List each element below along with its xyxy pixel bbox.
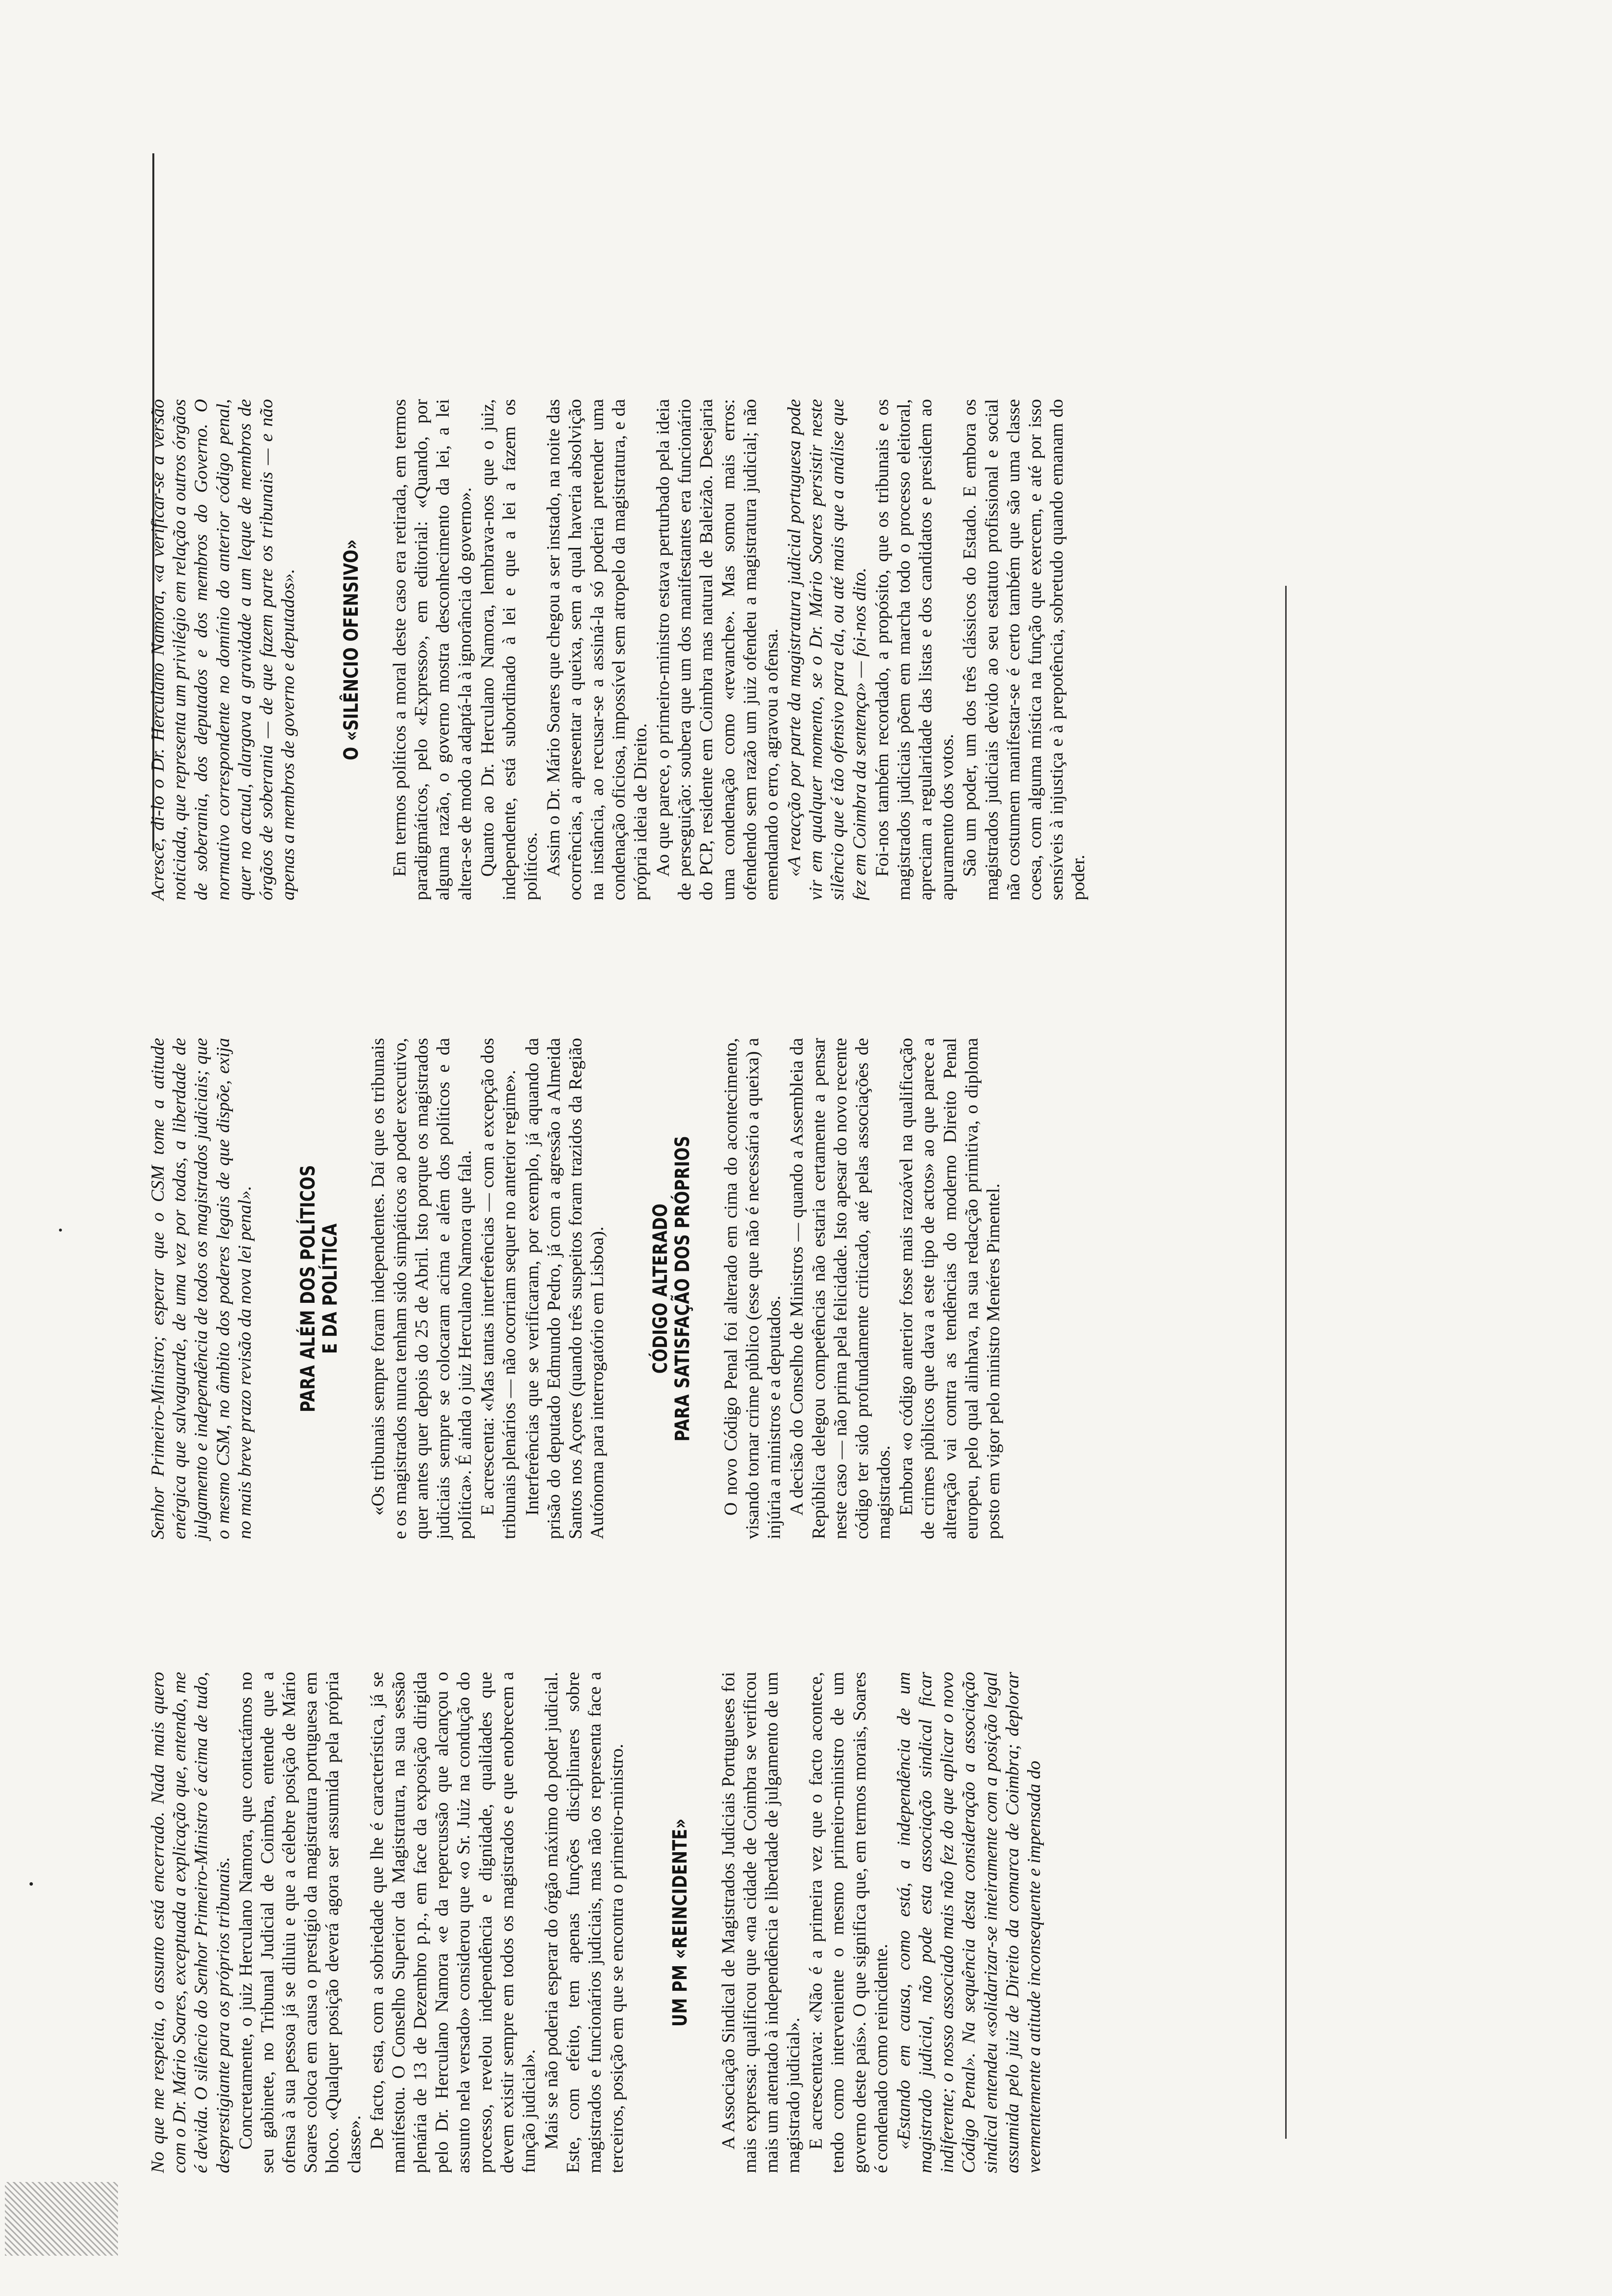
paragraph: «Os tribunais sempre foram independentes. Daí que os tribunais e os magistrados nunca tenham sido simpáticos ao poder executivo, quer antes quer depois do 25 de Abril. Isto porque os magistrados judiciais sempre se colocaram acima e além dos políticos e da política». É ainda o juiz Herculano Namora que fala. <box>368 1038 476 1539</box>
paragraph: Interferências que se verificaram, por exemplo, já aquando da prisão do deputado Edmundo Pedro, já com a agressão a Almeida Santos nos Açores (quando três suspeitos foram trazidos da Região Autónoma para interrogatório em Lisboa). <box>522 1038 608 1539</box>
section-heading: UM PM «REINCIDENTE» <box>668 1818 691 2027</box>
paragraph: De facto, esta, com a sobriedade que lhe é característica, já se manifestou. O Conselho Superior da Magistratura, na sua sessão plenária de 13 de Dezembro p.p., em face da exposição dirigida pelo Dr. Herculano Namora «e da repercussão que alcançou o assunto nela versado» considerou que «o Sr. Juiz na condução do processo, revelou independência e dignidade, qualidades que devem existir sempre em todos os magistrados e que enobrecem a função judicial». <box>367 1672 539 2173</box>
scan-speck <box>59 1229 62 1232</box>
paragraph: E acrescentava: «Não é a primeira vez que o facto acontece, tendo como interveniente o mesmo primeiro-ministro de um governo deste país». O que significa que, em termos morais, Soares é condenado como reincidente. <box>806 1672 892 2173</box>
paragraph: Em termos políticos a moral deste caso era retirada, em termos paradigmáticos, pelo «Expresso», em editorial: «Quando, por alguma razão, o governo mostra desconhecimento da lei, a lei altera-se de modo a adaptá-la à ignorância do governo». <box>390 399 475 900</box>
paragraph: São um poder, um dos três clássicos do Estado. E embora os magistrados judiciais devido ao seu estatuto profissional e social não costumem manifestar-se é certo também que são uma classe coesa, com alguma mística na função que exercem, e até por isso sensíveis à injustiça e à prepotência, sobretudo quando emanam do poder. <box>960 399 1089 900</box>
section-heading: CÓDIGO ALTERADO PARA SATISFAÇÃO DOS PRÓPRIOS <box>649 1135 694 1442</box>
paragraph: A Associação Sindical de Magistrados Judiciais Portugueses foi mais expressa: qualificou que «na cidade de Coimbra se verificou mais um atentado à independência e liberdade de julgamento de um magistrado judicial». <box>718 1672 804 2173</box>
paragraph: Quanto ao Dr. Herculano Namora, lembrava-nos que o juiz, independente, está subordinado à lei e que a lei a fazem os políticos. <box>477 399 542 900</box>
paragraph: E acrescenta: «Mas tantas interferências — com a excepção dos tribunais plenários — não ocorriam sequer no anterior regime». <box>478 1038 520 1539</box>
paragraph: «A reacção por parte da magistratura judicial portuguesa pode vir em qualquer momento, se o Dr. Mário Soares persistir neste silêncio que é tão ofensivo para ela, ou até mais que a análise que fez em Coimbra da sentença» — foi-nos dito. <box>784 399 870 900</box>
scan-speck <box>29 1882 33 1886</box>
paragraph: Concretamente, o juiz Herculano Namora, que contactámos no seu gabinete, no Tribunal Judicial de Coimbra, entende que a ofensa à sua pessoa já se diluiu e que a célebre posição de Mário Soares coloca em causa o prestígio da magistratura portuguesa em bloco. «Qualquer posição deverá agora ser assumida pela própria classe». <box>235 1672 365 2173</box>
paragraph: O novo Código Penal foi alterado em cima do acontecimento, visando tornar crime público (esse que não é necessário a queixa) a injúria a ministros e a deputados. <box>720 1038 785 1539</box>
paragraph: No que me respeita, o assunto está encerrado. Nada mais quero com o Dr. Mário Soares, exceptuada a explicação que, entendo, me é devida. O silêncio do Senhor Primeiro-Ministro é acima de tudo, desprestigiante para os próprios tribunais. <box>148 1672 233 2173</box>
paragraph: A decisão do Conselho de Ministros — quando a Assembleia da República delegou competências não estaria certamente a pensar neste caso — não prima pela felicidade. Isto apesar do novo recente código ter sido profundamente criticado, até pelas associações de magistrados. <box>787 1038 894 1539</box>
paragraph: Mais se não poderia esperar do órgão máximo do poder judicial. Este, com efeito, tem apenas funções disciplinares sobre magistrados e funcionários judiciais, mas não os representa face a terceiros, posição em que se encontra o primeiro-ministro. <box>542 1672 627 2173</box>
section-heading: PARA ALÉM DOS POLÍTICOS E DA POLÍTICA <box>296 1165 342 1412</box>
paragraph: «Estando em causa, como está, a independência de um magistrado judicial, não pode esta associação sindical ficar indiferente; o nosso associado mais não fez do que aplicar o novo Código Penal». Na sequência desta consideração a associação sindical entendeu «solidarizar-se inteiramente com a posição legal assumida pelo juiz de Direito da comarca de Coimbra; deplorar veementemente a atitude inconsequente e impensada do <box>893 1672 1044 2173</box>
paragraph: Assim o Dr. Mário Soares que chegou a ser instado, na noite das ocorrências, a apresentar a queixa, sem a qual haveria absolvição na instância, ao recusar-se a assiná-la só poderia pretender uma condenação oficiosa, impossível sem atropelo da magistratura, e da própria ideia de Direito. <box>544 399 651 900</box>
paragraph: Foi-nos também recordado, a propósito, que os tribunais e os magistrados judiciais põem em marcha todo o processo eleitoral, apreciam a regularidade das listas e dos candidatos e presidem ao apuramento dos votos. <box>872 399 958 900</box>
section-heading: O «SILÊNCIO OFENSIVO» <box>340 539 363 760</box>
paragraph: Acresce, di-lo o Dr. Herculano Namora, «a verificar-se a versão noticiada, que representa um privilégio em relação a outros órgãos de soberania, dos deputados e dos membros do Governo. O normativo correspondente no domínio do anterior código penal, quer no actual, alargava a gravidade a um leque de membros de órgãos de soberania — de que fazem parte os tribunais — e não apenas a membros de governo e deputados». <box>148 399 299 900</box>
paragraph: Embora «o código anterior fosse mais razoável na qualificação de crimes públicos que dava a este tipo de actos» ao que parece a alteração vai contra as tendências do moderno Direito Penal europeu, pelo qual alinhava, na sua redacção primitiva, o diploma posto em vigor pelo ministro Menéres Pimentel. <box>896 1038 1004 1539</box>
bottom-divider-rule <box>1285 586 1287 2139</box>
paragraph: Senhor Primeiro-Ministro; esperar que o CSM tome a atitude enérgica que salvaguarde, de uma vez por todas, a liberdade de julgamento e independência de todos os magistrados judiciais; que o mesmo CSM, no âmbito dos poderes legais de que dispõe, exija no mais breve prazo revisão da nova lei penal». <box>148 1038 255 1539</box>
scan-noise <box>5 2182 118 2256</box>
article-column-1 <box>147 1672 1046 2173</box>
article-column-3 <box>147 399 1091 900</box>
article-column-2 <box>147 1038 1006 1539</box>
paragraph: Ao que parece, o primeiro-ministro estava perturbado pela ideia de perseguição: soubera que um dos manifestantes era funcionário do PCP, residente em Coimbra mas natural de Baleizão. Desejaria uma condenação como «revanche». Mas somou mais erros: ofendendo sem razão um juiz ofendeu a magistratura judicial; não emendando o erro, agravou a ofensa. <box>653 399 782 900</box>
